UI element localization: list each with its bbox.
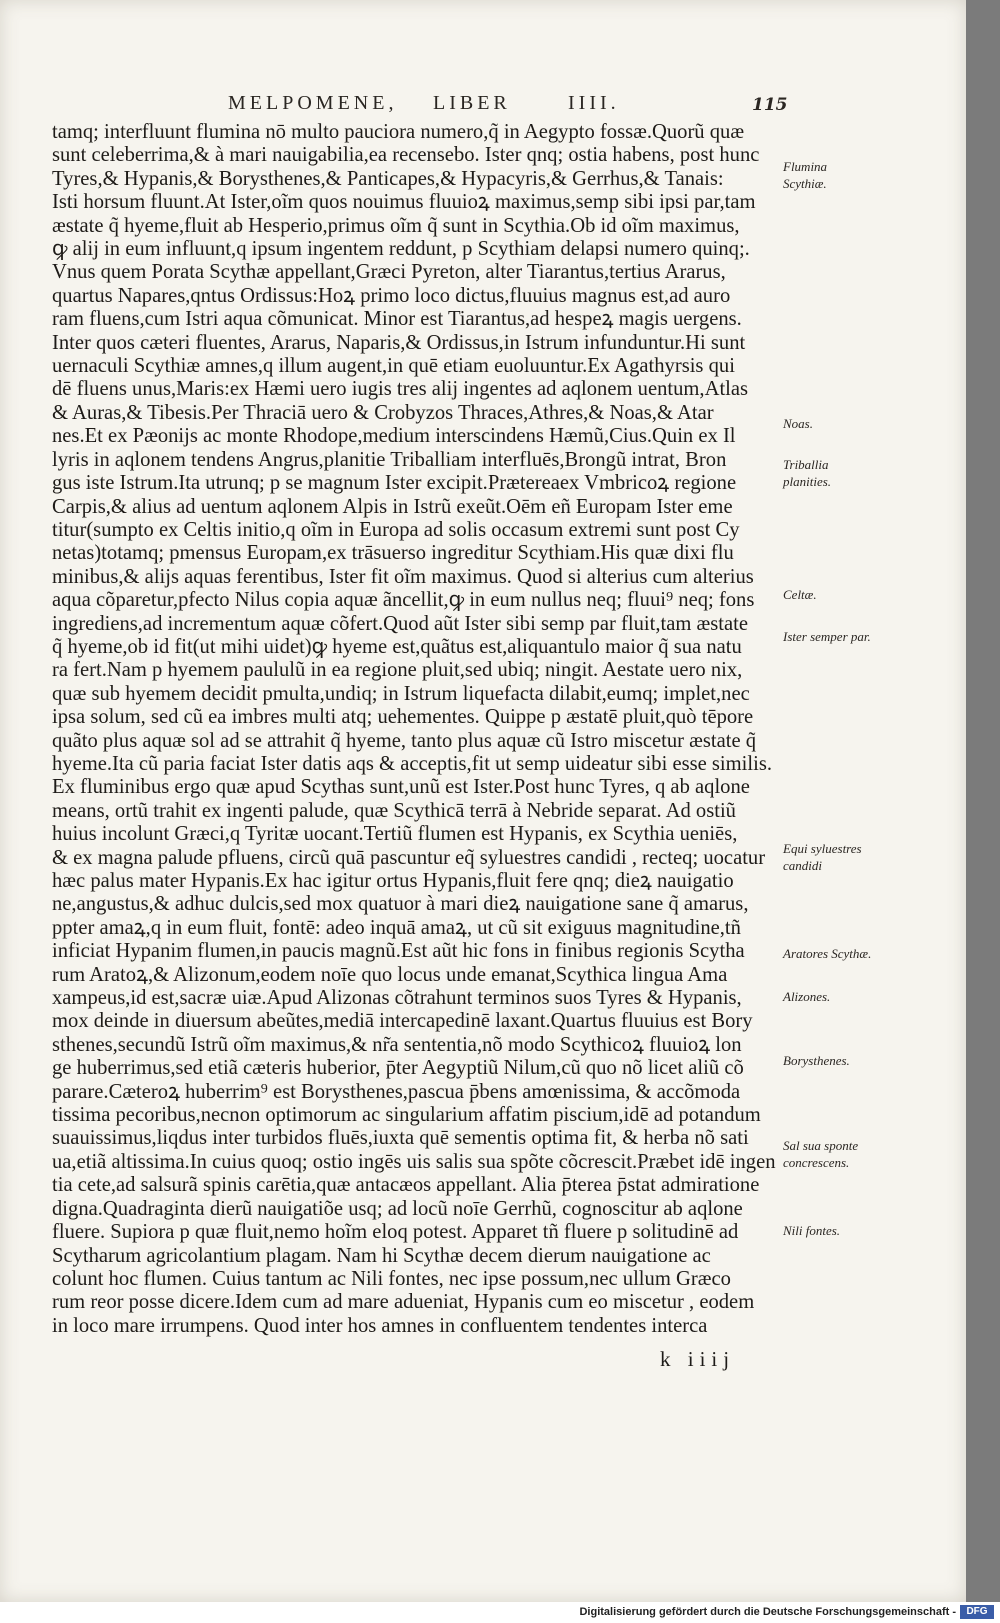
text-line: suauissimus,liqdus inter turbidos fluēs,iuxta quē sementis optima fit, & herba nõ sati [52,1127,749,1150]
text-line: xampeus,id est,sacræ uiæ.Apud Alizonas cõtrahunt terminos suos Tyres & Hypanis, [52,987,742,1010]
text-line: rum reor posse dicere.Idem cum ad mare adueniat, Hypanis cum eo miscetur , eodem [52,1291,755,1314]
margin-note-triballia: Triballia planities. [783,457,832,489]
text-line: dē fluens unus,Maris:ex Hæmi uero iugis tres alij ingentes ad aqlonem uentum,Atlas [52,378,749,401]
text-line: fluere. Supiora p quæ fluit,nemo hoĩm eloq potest. Apparet tñ fluere p solitudinē ad [52,1221,739,1244]
text-line: inficiat Hypanim flumen,in paucis magnũ.Est aũt hic fons in finibus regionis Scytha [52,940,745,963]
text-line: Ex fluminibus ergo quæ apud Scythas sunt,unũ est Ister.Post hunc Tyres, q ab aqlone [52,776,750,799]
digitization-footer [0,1602,1000,1623]
margin-note-celtae: Celtæ. [783,587,817,602]
dfg-logo: DFG [960,1605,994,1619]
margin-note-noas: Noas. [783,416,813,431]
text-line: quartus Napares,qntus Ordissus:Hoꝝ primo loco dictus,fluuius magnus est,ad auro [52,284,731,307]
text-line: quæ sub hyemem decidit pmulta,undiq; in Istrum liquefacta dilabit,eumq; implet,nec [52,682,750,705]
text-line: nes.Et ex Pæonijs ac monte Rhodope,medium interscindens Hæmũ,Cius.Quin ex Il [52,425,736,448]
text-line: Scytharum agricolantium plagam. Nam hi Scythæ decem dierum nauigatione ac [52,1244,711,1267]
text-line: ne,angustus,& adhuc dulcis,sed mox quatuor à mari dieꝝ nauigatione sane q̃ amarus, [52,893,749,916]
folio-number: 115 [752,95,788,115]
text-line: ram fluens,cum Istri aqua cõmunicat. Minor est Tiarantus,ad hespeꝝ magis uergens. [52,308,742,331]
text-line: sthenes,secundũ Istrũ oĩm maximus,& nr̃a sententia,nõ modo Scythicoꝝ fluuioꝝ lon [52,1033,742,1056]
text-line: hyeme.Ita cũ paria faciat Ister datis aqs & acceptis,fit ut semp uideatur sibi esse similis. [52,752,772,775]
text-line: q̃ hyeme,ob id fit(ut mihi uidet)ꝙ hyeme est,quãtus est,aliquantulo maior q̃ sua natu [52,635,742,658]
text-line: titur(sumpto ex Celtis initio,q oĩm in Europa ad solis occasum extremi sunt post Cy [52,518,740,541]
text-line: ppter amaꝝ,q in eum fluit, fontē: adeo inquā amaꝝ, ut cũ sit exiguus magnitudine,tñ [52,916,741,939]
text-line: Inter quos cæteri fluentes, Ararus, Naparis,& Ordissus,in Istrum infunduntur.Hi sunt [52,331,746,354]
text-line: netas)totamq; pmensus Europam,ex trāsuerso ingreditur Scythiam.His quæ dixi flu [52,542,734,565]
text-line: minibus,& alijs aquas ferentibus, Ister fit oĩm maximus. Quod si alterius cum alterius [52,565,754,588]
text-line: parare.Cæteroꝝ huberrim⁹ est Borysthenes,pascua p̄bens amœnissima, & accõmoda [52,1080,741,1103]
text-line: lyris in aqlonem tendens Angrus,planitie Triballiam interfluēs,Brongũ intrat, Bron [52,448,727,471]
footer-credit: Digitalisierung gefördert durch die Deutsche Forschungsgemeinschaft - [579,1606,956,1618]
text-line: means, ortũ trahit ex ingenti palude, quæ Scythicā terrā à Nebride separat. Ad ostiũ [52,799,736,822]
margin-note-flumina: Flumina Scythiæ. [783,159,828,191]
header-title-middle: LIBER [433,92,511,114]
margin-note-aratores: Aratores Scythæ. [783,946,872,961]
text-line: Isti horsum fluunt.At Ister,oĩm quos nouimus fluuioꝝ maximus,semp sibi ipsi par,tam [52,191,756,214]
text-line: hæc palus mater Hypanis.Ex hac igitur ortus Hypanis,fluit fere qnq; dieꝝ nauigatio [52,870,734,892]
text-line: aqua cõparetur,pfecto Nilus copia aquæ ãncellit,ꝙ in eum nullus neq; fluui⁹ neq; fons [52,589,755,612]
text-line: in loco mare irrumpens. Quod inter hos amnes in confluentem tendentes interca [52,1314,708,1337]
margin-note-sal: Sal sua sponte concrescens. [783,1138,859,1170]
text-line: tissima pecoribus,necnon optimorum ac singularium affatim piscium,idē ad potandum [52,1104,761,1127]
text-line: æstate q̃ hyeme,fluit ab Hesperio,primus oĩm q̃ sunt in Scythia.Ob id oĩm maximus, [52,214,740,237]
signature-mark: k iiij [660,1347,736,1371]
text-line: uernaculi Scythiæ amnes,q illum augent,in quē etiam euoluuntur.Ex Agathyrsis qui [52,355,735,378]
text-line: digna.Quadraginta dierũ nauigatiõe usq; ad locũ noīe Gerrhũ, cognoscitur ab aqlone [52,1197,743,1220]
margin-note-equi: Equi syluestres candidi [783,841,862,873]
header-book-number: IIII. [568,92,620,114]
text-line: & Auras,& Tibesis.Per Thraciā uero & Crobyzos Thraces,Athres,& Noas,& Atar [52,401,714,424]
running-header [228,92,798,122]
text-line: ꝙ alij in eum influunt,q ipsum ingentem reddunt, p Scythiam delapsi numero quinq;. [52,238,750,261]
text-line: ra fert.Nam p hyemem paululũ in ea regione pluit,sed ubiq; ningit. Aestate uero nix, [52,659,743,682]
text-line: ge huberrimus,sed etiã cæteris huberior, p̄ter Aegyptiũ Nilum,cũ quo nõ licet aliũ cõ [52,1057,744,1080]
margin-note-nili: Nili fontes. [783,1223,841,1238]
text-line: & ex magna palude pfluens, circũ quā pascuntur eq̃ syluestres candidi , recteq; uocatur [52,846,766,869]
header-title-left: MELPOMENE, [228,92,398,114]
margin-note-alizones: Alizones. [783,989,831,1004]
text-line: sunt celeberrima,& à mari nauigabilia,ea recensebo. Ister qnq; ostia habens, post hunc [52,144,760,167]
text-line: tia cete,ad salsurã spinis carētia,quæ antacæos appellant. Alia p̄terea p̄stat admiratione [52,1174,760,1197]
text-line: Tyres,& Hypanis,& Borysthenes,& Panticapes,& Hypacyris,& Gerrhus,& Tanais: [52,167,724,190]
scan-background [966,0,1000,1602]
text-line: ipsa solum, sed cũ ea imbres multi atq; uehementes. Quippe p æstatē pluit,quò tēpore [52,706,754,729]
main-text-block [52,121,782,1338]
text-line: tamq; interfluunt flumina nō multo pauciora numero,q̃ in Aegypto fossæ.Quorũ quæ [52,121,745,143]
text-line: mox deinde in diuersum abeũtes,mediā intercapedinē laxant.Quartus fluuius est Bory [52,1010,753,1033]
text-line: Carpis,& alius ad uentum aqlonem Alpis in Istrũ exeũt.Oēm eñ Europam Ister eme [52,495,733,518]
text-line: colunt hoc flumen. Cuius tantum ac Nili fontes, nec ipse possum,nec ullum Græco [52,1267,731,1290]
text-line: ua,etiã altissima.In cuius quoq; ostio ingēs uis salis sua spõte cõcrescit.Præbet idē ingen [52,1150,776,1173]
text-line: Vnus quem Porata Scythæ appellant,Græci Pyreton, alter Tiarantus,tertius Ararus, [52,261,726,284]
margin-note-ister: Ister semper par. [783,629,871,644]
text-line: rum Aratoꝝ,& Alizonum,eodem noīe quo locus unde emanat,Scythica lingua Ama [52,963,728,986]
text-line: ingrediens,ad incrementum aquæ cõfert.Quod aũt Ister sibi semp par fluit,tam æstate [52,612,748,635]
margin-note-borysthenes: Borysthenes. [783,1053,850,1068]
text-line: gus iste Istrum.Ita utrunq; p se magnum Ister excipit.Prætereaex Vmbricoꝝ regione [52,472,737,495]
text-line: huius incolunt Græci,q Tyritæ uocant.Tertiũ flumen est Hypanis, ex Scythia ueniēs, [52,823,738,846]
text-line: quãto plus aquæ sol ad se attrahit q̃ hyeme, tanto plus aquæ cũ Istro miscetur æstate q̃ [52,729,757,752]
